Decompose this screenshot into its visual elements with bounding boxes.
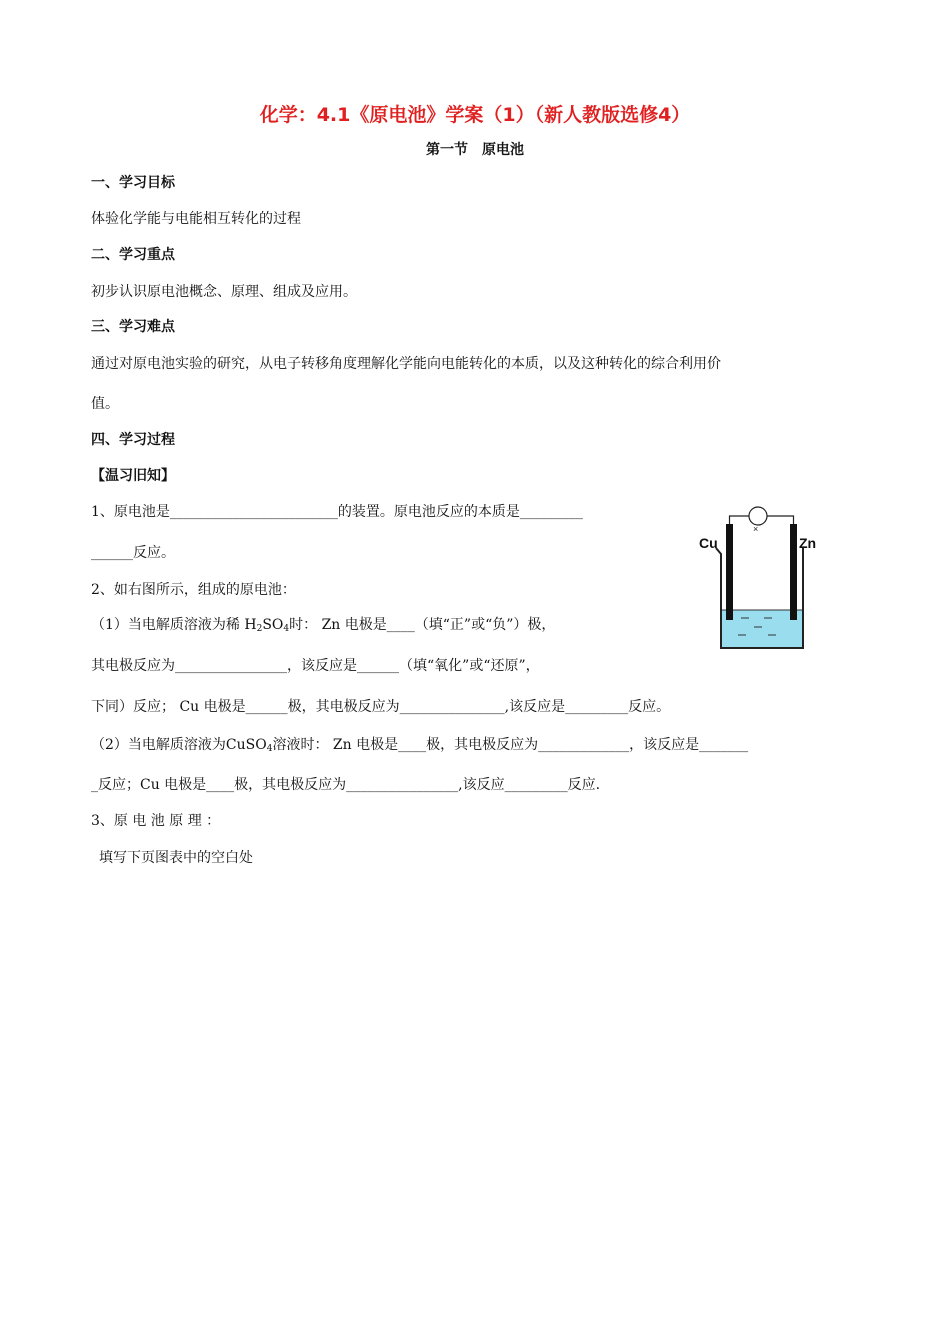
zinc-electrode [790, 524, 797, 620]
difficulties-text-line2: 值。 [91, 396, 119, 412]
meter-mark: × [753, 524, 759, 534]
question-3-heading: 3、原 电 池 原 理 ： [91, 813, 221, 829]
heading-learning-process: 四、学习过程 [91, 432, 175, 448]
question-3-note: 填写下页图表中的空白处 [99, 850, 253, 866]
wire-left [730, 516, 750, 524]
key-points-text: 初步认识原电池概念、原理、组成及应用。 [91, 284, 357, 300]
heading-review: 【温习旧知】 [91, 468, 175, 484]
question-2-1-line3: 下同）反应； Cu 电极是______极，其电极反应为_______________,该反应是_________反应。 [91, 699, 671, 715]
question-1-line1: 1、原电池是________________________的装置。原电池反应的本质是_________ [91, 504, 583, 520]
galvanometer-icon [749, 507, 767, 525]
question-2-2-line2: _反应；Cu 电极是____极，其电极反应为________________,该反应_________反应. [91, 777, 601, 793]
question-1-line2: ______反应。 [91, 545, 175, 561]
copper-electrode [726, 524, 733, 620]
question-2-1-line1: （1）当电解质溶液为稀 $H_2SO_4$时： Zn 电极是____（填“正”或“负”）极， [91, 617, 556, 634]
galvanic-cell-diagram [696, 500, 836, 655]
wire-right [767, 516, 794, 524]
label-cu: Cu [699, 535, 718, 551]
question-2-1-line2: 其电极反应为________________，该反应是______（填“氧化”或“还原”， [91, 658, 540, 674]
heading-learning-goals: 一、学习目标 [91, 175, 175, 191]
section-subtitle: 第一节 原电池 [426, 142, 524, 158]
difficulties-text-line1: 通过对原电池实验的研究，从电子转移角度理解化学能向电能转化的本质，以及这种转化的综合利用价 [91, 356, 721, 372]
heading-difficulties: 三、学习难点 [91, 319, 175, 335]
learning-goals-text: 体验化学能与电能相互转化的过程 [91, 211, 301, 227]
question-2-2-line1: （2）当电解质溶液为CuSO$_4$溶液时： Zn 电极是____极，其电极反应为_____________，该反应是_______ [91, 737, 749, 754]
heading-key-points: 二、学习重点 [91, 247, 175, 263]
document-title: 化学：4.1《原电池》学案（1）（新人教版选修4） [259, 104, 691, 126]
question-2-intro: 2、如右图所示，组成的原电池： [91, 582, 296, 598]
label-zn: Zn [799, 535, 817, 551]
